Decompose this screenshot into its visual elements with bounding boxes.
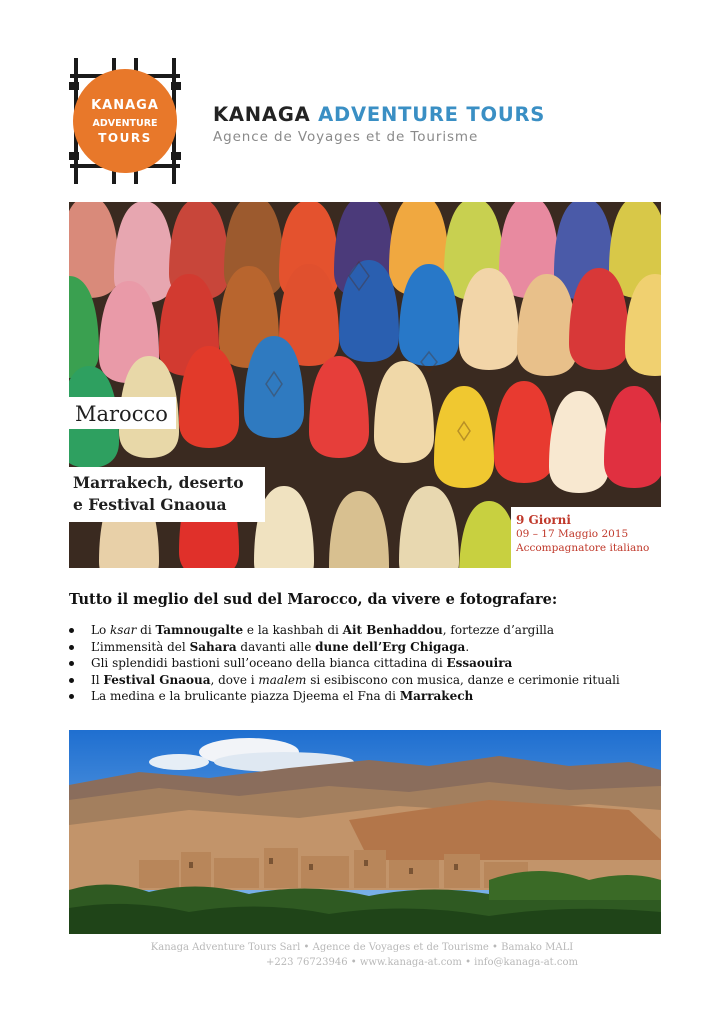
destination-title: Marocco — [75, 402, 168, 426]
section-headline: Tutto il meglio del sud del Marocco, da vivere e fotografare: — [69, 591, 558, 608]
list-item: Lo ksar di Tamnougalte e la kashbah di Ait Benhaddou, fortezze d’argilla — [69, 622, 620, 639]
highlights-list — [69, 622, 620, 705]
footer-company-line: Kanaga Adventure Tours Sarl • Agence de Voyages et de Tourisme • Bamako MALI — [150, 942, 574, 953]
landscape-kasbah-image — [69, 730, 661, 934]
list-item: Gli splendidi bastioni sull’oceano della bianca cittadina di Essaouira — [69, 655, 620, 672]
trip-guide: Accompagnatore italiano — [516, 542, 650, 554]
logo-text-1: KANAGA — [91, 98, 159, 113]
bullet-icon — [69, 645, 74, 650]
brand-block — [213, 103, 545, 145]
footer-contact-line: +223 76723946 • www.kanaga-at.com • info@kanaga-at.com — [266, 957, 578, 968]
page-footer — [0, 940, 724, 970]
brand-title-main: KANAGA — [213, 103, 319, 126]
trip-dates: 09 – 17 Maggio 2015 — [516, 528, 629, 540]
trip-duration: 9 Giorni — [516, 513, 571, 527]
brand-title — [213, 103, 545, 126]
trip-subtitle-line1: Marrakech, deserto — [73, 473, 244, 492]
trip-info-box — [511, 507, 661, 568]
brand-subtitle: Agence de Voyages et de Tourisme — [213, 129, 479, 145]
list-item: Il Festival Gnaoua, dove i maalem si esibiscono con musica, danze e cerimonie rituali — [69, 672, 620, 689]
brand-title-accent: ADVENTURE TOURS — [318, 103, 546, 126]
list-item: L’immensità del Sahara davanti alle dune dell’Erg Chigaga. — [69, 639, 620, 656]
bullet-icon — [69, 678, 74, 683]
company-logo — [68, 54, 182, 188]
logo-text-3: TOURS — [98, 131, 152, 145]
list-item: La medina e la brulicante piazza Djeema el Fna di Marrakech — [69, 688, 620, 705]
trip-subtitle-line2: e Festival Gnaoua — [73, 495, 227, 514]
logo-text-2: ADVENTURE — [92, 118, 158, 129]
trip-subtitle-box — [69, 467, 265, 522]
destination-title-box — [69, 397, 176, 429]
bullet-icon — [69, 694, 74, 699]
bullet-icon — [69, 628, 74, 633]
bullet-icon — [69, 661, 74, 666]
